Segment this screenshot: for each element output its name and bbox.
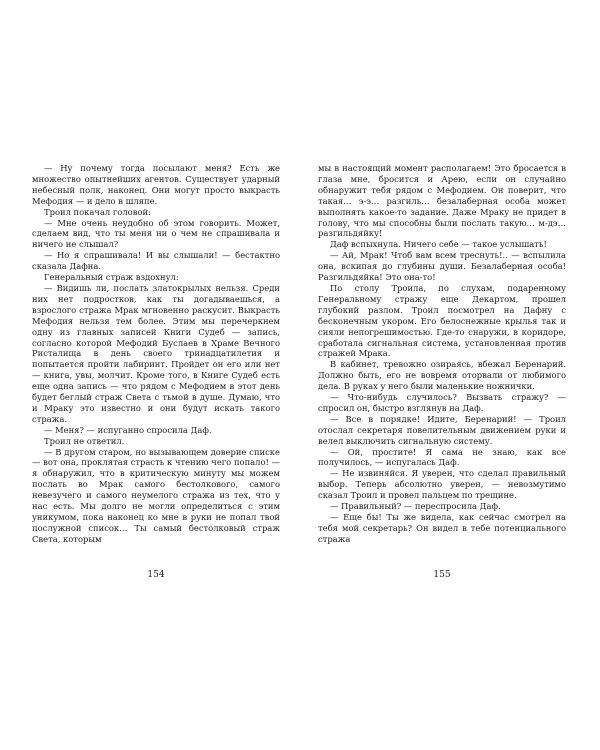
right-page-body bbox=[318, 163, 566, 545]
paragraph: — Правильный? — переспросила Даф. bbox=[330, 501, 501, 512]
paragraph: — Ай, Мрак! Чтоб вам всем треснуть!.. — вспылила она, вскипая до глубины души. Безалаберная особа! Разгильдяйка! Это она-то! bbox=[318, 250, 566, 283]
paragraph: Даф вспыхнула. Ничего себе — такое услышать! bbox=[330, 239, 547, 250]
page-number-right: 155 bbox=[433, 570, 451, 580]
paragraph: — Мне очень неудобно об этом говорить. Может, сделаем вид, что ты меня ни о чем не спрашивала и ничего не слышал? bbox=[32, 217, 280, 250]
paragraph: — Меня? — испуганно спросила Даф. bbox=[44, 424, 212, 435]
paragraph: — Ой, простите! Я сама не знаю, как все получилось, — испугалась Даф. bbox=[318, 446, 566, 468]
paragraph: — Видишь ли, послать златокрылых нельзя. Среди них нет подростков, как ты догадываешься, а взрослого стража Мрак мгновенно раскусит. Выкрасть Мефодия нельзя тем более. Этим мы перечеркнем одну из главных записей Книги Судеб — запись, согласно которой Мефодий Буслаев в Храме Вечного Ристалища в день своего тринадцатилетия и попытается пройти лабиринт. Пройдет он его или нет — книга, увы, молчит. Кроме того, в Книге Судеб есть еще одна запись — что рядом с Мефодием в этот день будет беглый страж Света с тьмой в душе. Думаю, что и Мраку это известно и они будут искать такого стража. bbox=[32, 282, 280, 424]
left-page-body bbox=[32, 163, 280, 545]
paragraph: — Еще бы! Ты же видела, как сейчас смотрел на тебя мой секретарь? Он видел в тебе потенциального стража bbox=[318, 512, 566, 544]
paragraph-continuation: мы в настоящий момент располагаем! Это бросается в глаза мне, бросится и Арею, если он случайно обнаружит тебя рядом с Мефодием. Он поверит, что такая… э-э… разгиль… безалаберная особа может выполнять какое-то задание. Даже Мраку не придет в голову, что мы способны были послать такую… м-дэ… разгильдяйку! bbox=[318, 163, 566, 239]
paragraph: — Что-нибудь случилось? Вызвать стражу? — спросил он, быстро взглянув на Даф. bbox=[318, 392, 566, 413]
paragraph: По столу Троила, по слухам, подаренному Генеральному стражу еще Декартом, прошел глубокий разлом. Троил посмотрел на Дафну с бесконечным укором. Его белоснежные крылья так и сияли непогрешимостью. Где-то снаружи, в коридоре, сработала сигнальная система, установленная против стражей Мрака. bbox=[318, 282, 566, 359]
paragraph: — В другом старом, но вызывающем доверие списке — вот она, проклятая страсть к чтению чего попало! — я обнаружил, что в критическую минуту мы можем послать во Мрак самого бестолкового, самого невезучего и самого неумелого стража из тех, что у нас есть. Мы долго не могли определиться с этим уникумом, пока наконец ко мне в руки не попал твой послужной список… Ты самый бестолковый страж Света, которым bbox=[32, 446, 280, 544]
paragraph: — Ну почему тогда посылают меня? Есть же множество опытнейших агентов. Существует ударный небесный полк, наконец. Они могут просто выкрасть Мефодия — и дело в шляпе. bbox=[32, 163, 280, 206]
page-number-left: 154 bbox=[147, 570, 165, 580]
paragraph: — Все в порядке! Идите, Беренарий! — Троил отослал секретаря повелительным движением руки и велел выключить сигнальную систему. bbox=[318, 413, 566, 446]
paragraph: Троил покачал головой: bbox=[44, 206, 151, 217]
paragraph: Троил не ответил. bbox=[44, 435, 125, 446]
paragraph: Генеральный страж вздохнул: bbox=[44, 272, 179, 283]
paragraph: — Но я спрашивала! И вы слышали! — бестактно сказала Дафна. bbox=[32, 250, 280, 272]
paragraph: В кабинет, тревожно озираясь, вбежал Беренарий. Должно быть, его не вовремя оторвали от любимого дела. В руках у него были маленькие ножнички. bbox=[318, 359, 566, 392]
paragraph: — Не извиняйся. Я уверен, что сделал правильный выбор. Теперь абсолютно уверен, — невозмутимо сказал Троил и провел пальцем по трещине. bbox=[318, 468, 566, 501]
